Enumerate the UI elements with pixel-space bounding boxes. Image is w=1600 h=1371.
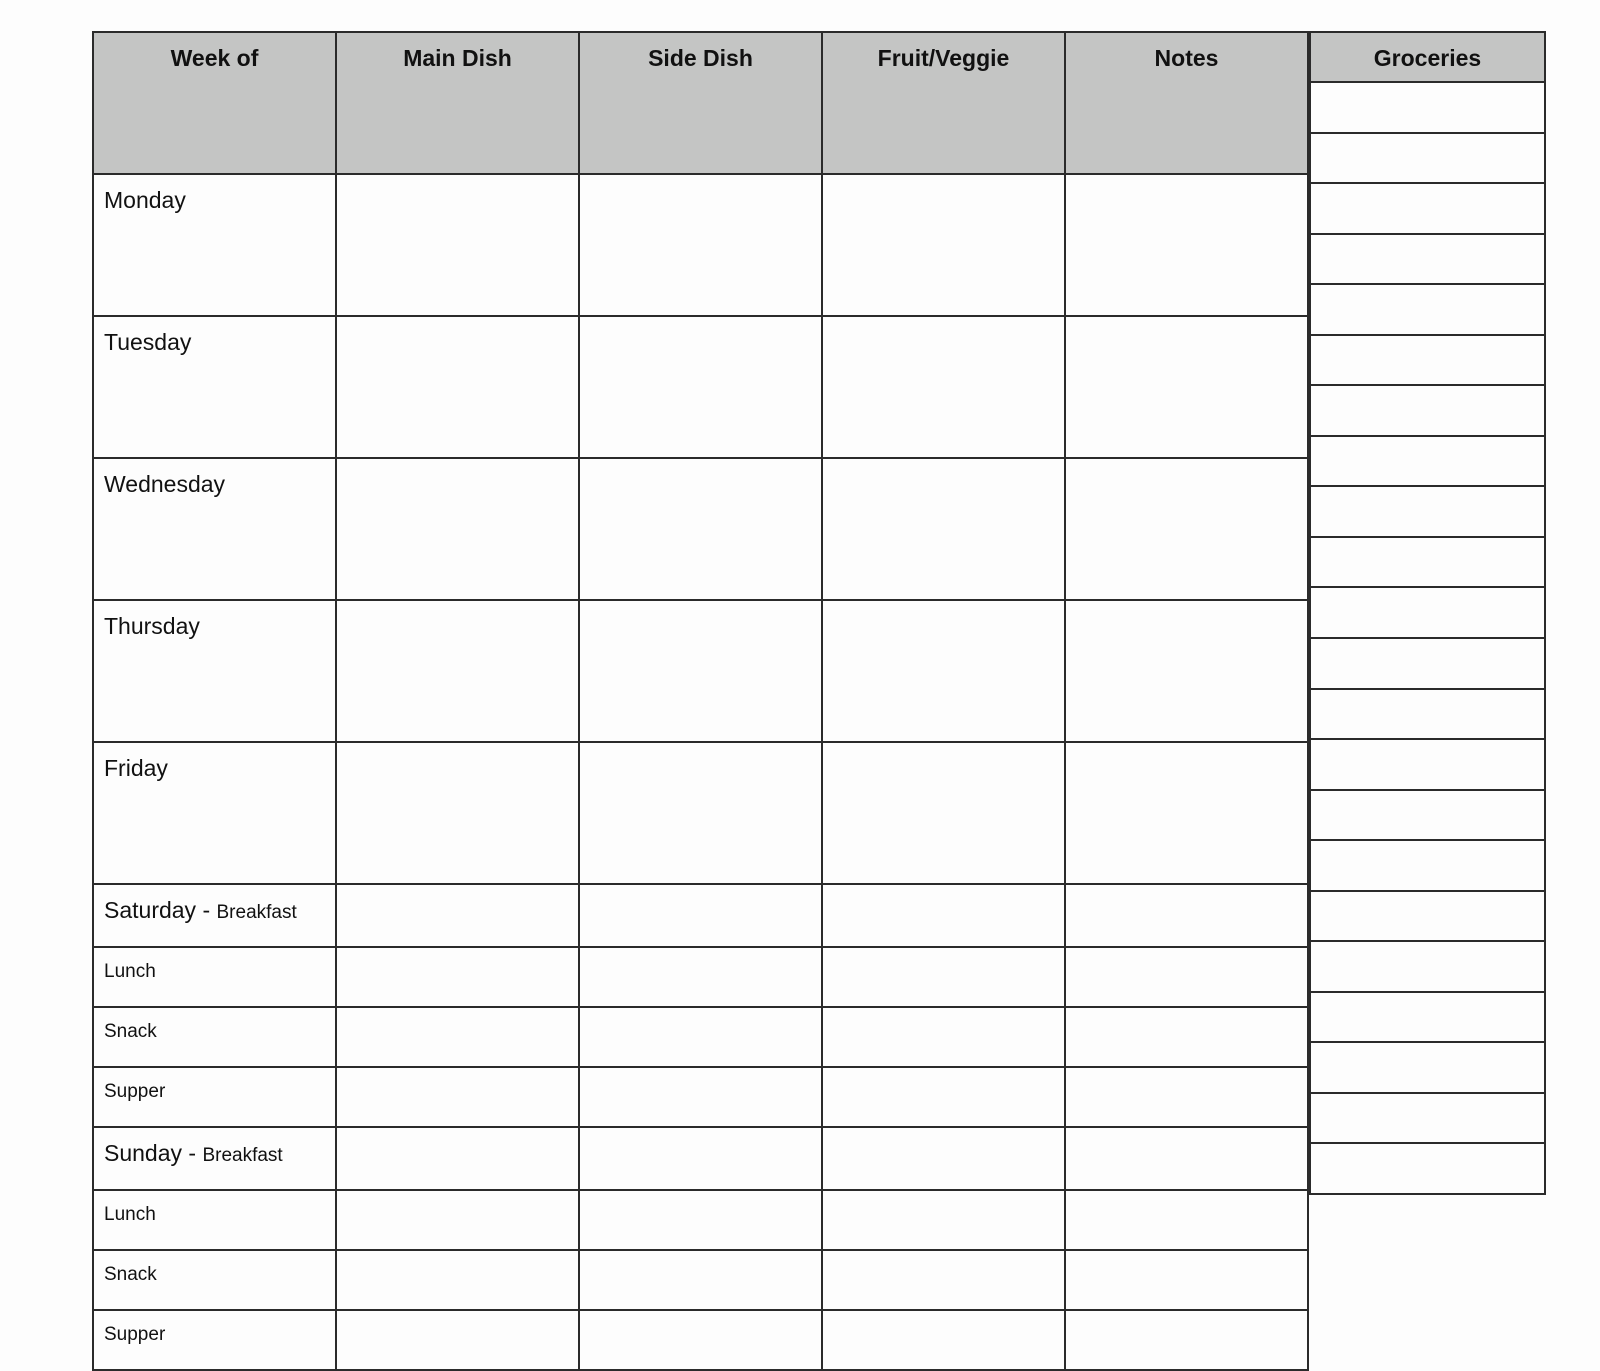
- row-label-wednesday: Wednesday: [93, 458, 336, 600]
- header-week-of: Week of: [93, 32, 336, 174]
- sunday-lunch-side-dish-cell[interactable]: [579, 1190, 822, 1250]
- saturday-breakfast-side-dish-cell[interactable]: [579, 884, 822, 947]
- grocery-line[interactable]: [1311, 386, 1544, 437]
- row-label-saturday-breakfast: [93, 884, 336, 947]
- sunday-lunch-notes-cell[interactable]: [1065, 1190, 1308, 1250]
- friday-notes-cell[interactable]: [1065, 742, 1308, 884]
- wednesday-side-dish-cell[interactable]: [579, 458, 822, 600]
- grocery-line[interactable]: [1311, 942, 1544, 993]
- grocery-line[interactable]: [1311, 538, 1544, 589]
- row-saturday-supper: [93, 1067, 1308, 1127]
- saturday-snack-fruit-veggie-cell[interactable]: [822, 1007, 1065, 1067]
- row-sunday-lunch: [93, 1190, 1308, 1250]
- thursday-notes-cell[interactable]: [1065, 600, 1308, 742]
- grocery-line[interactable]: [1311, 639, 1544, 690]
- sunday-snack-notes-cell[interactable]: [1065, 1250, 1308, 1310]
- tuesday-main-dish-cell[interactable]: [336, 316, 579, 458]
- sunday-label: Sunday -: [104, 1140, 203, 1166]
- grocery-line[interactable]: [1311, 690, 1544, 741]
- saturday-label: Saturday -: [104, 897, 217, 923]
- row-saturday-snack: [93, 1007, 1308, 1067]
- saturday-lunch-fruit-veggie-cell[interactable]: [822, 947, 1065, 1007]
- header-fruit-veggie: Fruit/Veggie: [822, 32, 1065, 174]
- row-saturday-breakfast: [93, 884, 1308, 947]
- saturday-breakfast-fruit-veggie-cell[interactable]: [822, 884, 1065, 947]
- saturday-supper-main-dish-cell[interactable]: [336, 1067, 579, 1127]
- sunday-breakfast-fruit-veggie-cell[interactable]: [822, 1127, 1065, 1190]
- saturday-supper-side-dish-cell[interactable]: [579, 1067, 822, 1127]
- saturday-breakfast-main-dish-cell[interactable]: [336, 884, 579, 947]
- row-label-saturday-lunch: Lunch: [93, 947, 336, 1007]
- monday-side-dish-cell[interactable]: [579, 174, 822, 316]
- grocery-line[interactable]: [1311, 487, 1544, 538]
- row-tuesday: [93, 316, 1308, 458]
- grocery-line[interactable]: [1311, 1144, 1544, 1193]
- sunday-breakfast-label: Breakfast: [202, 1145, 283, 1166]
- sunday-snack-side-dish-cell[interactable]: [579, 1250, 822, 1310]
- friday-side-dish-cell[interactable]: [579, 742, 822, 884]
- saturday-supper-notes-cell[interactable]: [1065, 1067, 1308, 1127]
- monday-notes-cell[interactable]: [1065, 174, 1308, 316]
- row-saturday-lunch: [93, 947, 1308, 1007]
- saturday-lunch-side-dish-cell[interactable]: [579, 947, 822, 1007]
- sunday-snack-main-dish-cell[interactable]: [336, 1250, 579, 1310]
- grocery-line[interactable]: [1311, 83, 1544, 134]
- sunday-lunch-main-dish-cell[interactable]: [336, 1190, 579, 1250]
- header-notes: Notes: [1065, 32, 1308, 174]
- sunday-breakfast-main-dish-cell[interactable]: [336, 1127, 579, 1190]
- thursday-main-dish-cell[interactable]: [336, 600, 579, 742]
- saturday-breakfast-notes-cell[interactable]: [1065, 884, 1308, 947]
- row-label-tuesday: Tuesday: [93, 316, 336, 458]
- sunday-breakfast-side-dish-cell[interactable]: [579, 1127, 822, 1190]
- grocery-line[interactable]: [1311, 993, 1544, 1044]
- tuesday-side-dish-cell[interactable]: [579, 316, 822, 458]
- thursday-fruit-veggie-cell[interactable]: [822, 600, 1065, 742]
- saturday-snack-side-dish-cell[interactable]: [579, 1007, 822, 1067]
- row-friday: [93, 742, 1308, 884]
- row-label-saturday-supper: Supper: [93, 1067, 336, 1127]
- sunday-supper-main-dish-cell[interactable]: [336, 1310, 579, 1370]
- wednesday-fruit-veggie-cell[interactable]: [822, 458, 1065, 600]
- header-row: [93, 32, 1308, 174]
- friday-main-dish-cell[interactable]: [336, 742, 579, 884]
- row-label-saturday-snack: Snack: [93, 1007, 336, 1067]
- row-monday: [93, 174, 1308, 316]
- grocery-line[interactable]: [1311, 740, 1544, 791]
- grocery-line[interactable]: [1311, 791, 1544, 842]
- grocery-line[interactable]: [1311, 336, 1544, 387]
- grocery-line[interactable]: [1311, 892, 1544, 943]
- wednesday-notes-cell[interactable]: [1065, 458, 1308, 600]
- groceries-header: Groceries: [1311, 33, 1544, 83]
- grocery-line[interactable]: [1311, 184, 1544, 235]
- row-label-friday: Friday: [93, 742, 336, 884]
- sunday-breakfast-notes-cell[interactable]: [1065, 1127, 1308, 1190]
- saturday-supper-fruit-veggie-cell[interactable]: [822, 1067, 1065, 1127]
- row-label-sunday-snack: Snack: [93, 1250, 336, 1310]
- groceries-list: [1309, 31, 1546, 1195]
- saturday-breakfast-label: Breakfast: [216, 902, 297, 923]
- wednesday-main-dish-cell[interactable]: [336, 458, 579, 600]
- header-main-dish: Main Dish: [336, 32, 579, 174]
- header-side-dish: Side Dish: [579, 32, 822, 174]
- row-thursday: [93, 600, 1308, 742]
- tuesday-fruit-veggie-cell[interactable]: [822, 316, 1065, 458]
- sunday-supper-notes-cell[interactable]: [1065, 1310, 1308, 1370]
- row-sunday-supper: [93, 1310, 1308, 1370]
- sunday-supper-side-dish-cell[interactable]: [579, 1310, 822, 1370]
- grocery-line[interactable]: [1311, 134, 1544, 185]
- row-sunday-snack: [93, 1250, 1308, 1310]
- saturday-snack-notes-cell[interactable]: [1065, 1007, 1308, 1067]
- sunday-lunch-fruit-veggie-cell[interactable]: [822, 1190, 1065, 1250]
- friday-fruit-veggie-cell[interactable]: [822, 742, 1065, 884]
- monday-main-dish-cell[interactable]: [336, 174, 579, 316]
- row-label-thursday: Thursday: [93, 600, 336, 742]
- grocery-line[interactable]: [1311, 1094, 1544, 1145]
- tuesday-notes-cell[interactable]: [1065, 316, 1308, 458]
- monday-fruit-veggie-cell[interactable]: [822, 174, 1065, 316]
- grocery-line[interactable]: [1311, 588, 1544, 639]
- saturday-lunch-notes-cell[interactable]: [1065, 947, 1308, 1007]
- grocery-line[interactable]: [1311, 437, 1544, 488]
- row-wednesday: [93, 458, 1308, 600]
- meal-planner-table: [92, 31, 1309, 1371]
- row-label-monday: Monday: [93, 174, 336, 316]
- saturday-lunch-main-dish-cell[interactable]: [336, 947, 579, 1007]
- row-label-sunday-supper: Supper: [93, 1310, 336, 1370]
- grocery-line[interactable]: [1311, 1043, 1544, 1094]
- grocery-line[interactable]: [1311, 235, 1544, 286]
- row-label-sunday-lunch: Lunch: [93, 1190, 336, 1250]
- grocery-line[interactable]: [1311, 285, 1544, 336]
- saturday-snack-main-dish-cell[interactable]: [336, 1007, 579, 1067]
- row-label-sunday-breakfast: [93, 1127, 336, 1190]
- grocery-lines: [1311, 83, 1544, 1193]
- thursday-side-dish-cell[interactable]: [579, 600, 822, 742]
- sunday-snack-fruit-veggie-cell[interactable]: [822, 1250, 1065, 1310]
- grocery-line[interactable]: [1311, 841, 1544, 892]
- row-sunday-breakfast: [93, 1127, 1308, 1190]
- sunday-supper-fruit-veggie-cell[interactable]: [822, 1310, 1065, 1370]
